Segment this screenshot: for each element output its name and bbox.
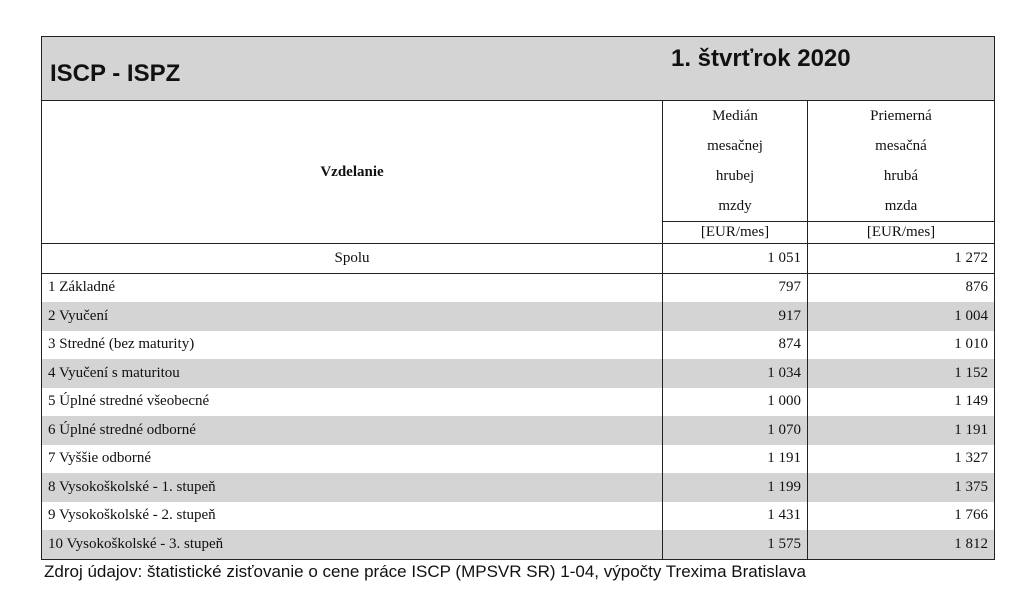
education-label: 6 Úplné stredné odborné: [42, 416, 663, 445]
education-label: 9 Vysokoškolské - 2. stupeň: [42, 502, 663, 531]
education-label: 2 Vyučení: [42, 302, 663, 331]
education-header: Vzdelanie: [42, 101, 663, 243]
table-row: [42, 502, 994, 531]
average-value: 1 375: [954, 478, 988, 495]
wage-table: [41, 36, 995, 560]
table-row: [42, 359, 994, 388]
median-value: 1 575: [663, 530, 808, 559]
average-value: 1 010: [954, 336, 988, 353]
table-row: [42, 530, 994, 559]
median-value: 917: [663, 302, 808, 331]
median-value: 797: [663, 274, 808, 303]
education-label: 1 Základné: [42, 274, 663, 303]
median-value: 1 000: [663, 388, 808, 417]
table-row: [42, 331, 994, 360]
total-label: Spolu: [42, 244, 663, 273]
average-value: 1 327: [954, 450, 988, 467]
table-row: [42, 388, 994, 417]
education-label: 5 Úplné stredné všeobecné: [42, 388, 663, 417]
total-average: 1 272: [954, 249, 988, 266]
education-label: 4 Vyučení s maturitou: [42, 359, 663, 388]
education-label: 7 Vyššie odborné: [42, 445, 663, 474]
average-value: 876: [965, 279, 988, 296]
average-header: [808, 101, 994, 243]
education-label: 10 Vysokoškolské - 3. stupeň: [42, 530, 663, 559]
median-unit: [EUR/mes]: [700, 224, 770, 240]
table-title: ISCP - ISPZ: [50, 60, 181, 87]
median-header-line: Medián: [712, 108, 758, 124]
median-header: [663, 101, 808, 243]
table-row: [42, 445, 994, 474]
period-title: 1. štvrťrok 2020: [671, 45, 851, 72]
median-value: 874: [663, 331, 808, 360]
median-value: 1 070: [663, 416, 808, 445]
average-header-line: mzda: [884, 198, 918, 214]
average-value: 1 004: [954, 307, 988, 324]
median-header-line: hrubej: [715, 168, 755, 184]
average-value: 1 191: [954, 421, 988, 438]
table-title-row: [42, 37, 994, 101]
median-value: 1 431: [663, 502, 808, 531]
average-header-line: hrubá: [883, 168, 919, 184]
total-row: [42, 244, 994, 274]
median-value: 1 191: [663, 445, 808, 474]
total-median: 1 051: [663, 244, 808, 273]
median-header-line: mzdy: [718, 198, 752, 214]
median-header-line: mesačnej: [707, 138, 763, 154]
average-value: 1 152: [954, 364, 988, 381]
education-label: 3 Stredné (bez maturity): [42, 331, 663, 360]
education-label: 8 Vysokoškolské - 1. stupeň: [42, 473, 663, 502]
table-row: [42, 416, 994, 445]
median-value: 1 199: [663, 473, 808, 502]
median-value: 1 034: [663, 359, 808, 388]
table-row: [42, 274, 994, 303]
column-header-row: [42, 101, 994, 244]
average-value: 1 149: [954, 393, 988, 410]
source-note: Zdroj údajov: štatistické zisťovanie o cene práce ISCP (MPSVR SR) 1-04, výpočty Trexima Bratislava: [44, 562, 806, 581]
average-header-line: Priemerná: [870, 108, 932, 124]
average-header-line: mesačná: [875, 138, 927, 154]
table-row: [42, 302, 994, 331]
table-row: [42, 473, 994, 502]
average-value: 1 812: [954, 535, 988, 552]
average-unit: [EUR/mes]: [866, 224, 936, 240]
average-value: 1 766: [954, 507, 988, 524]
